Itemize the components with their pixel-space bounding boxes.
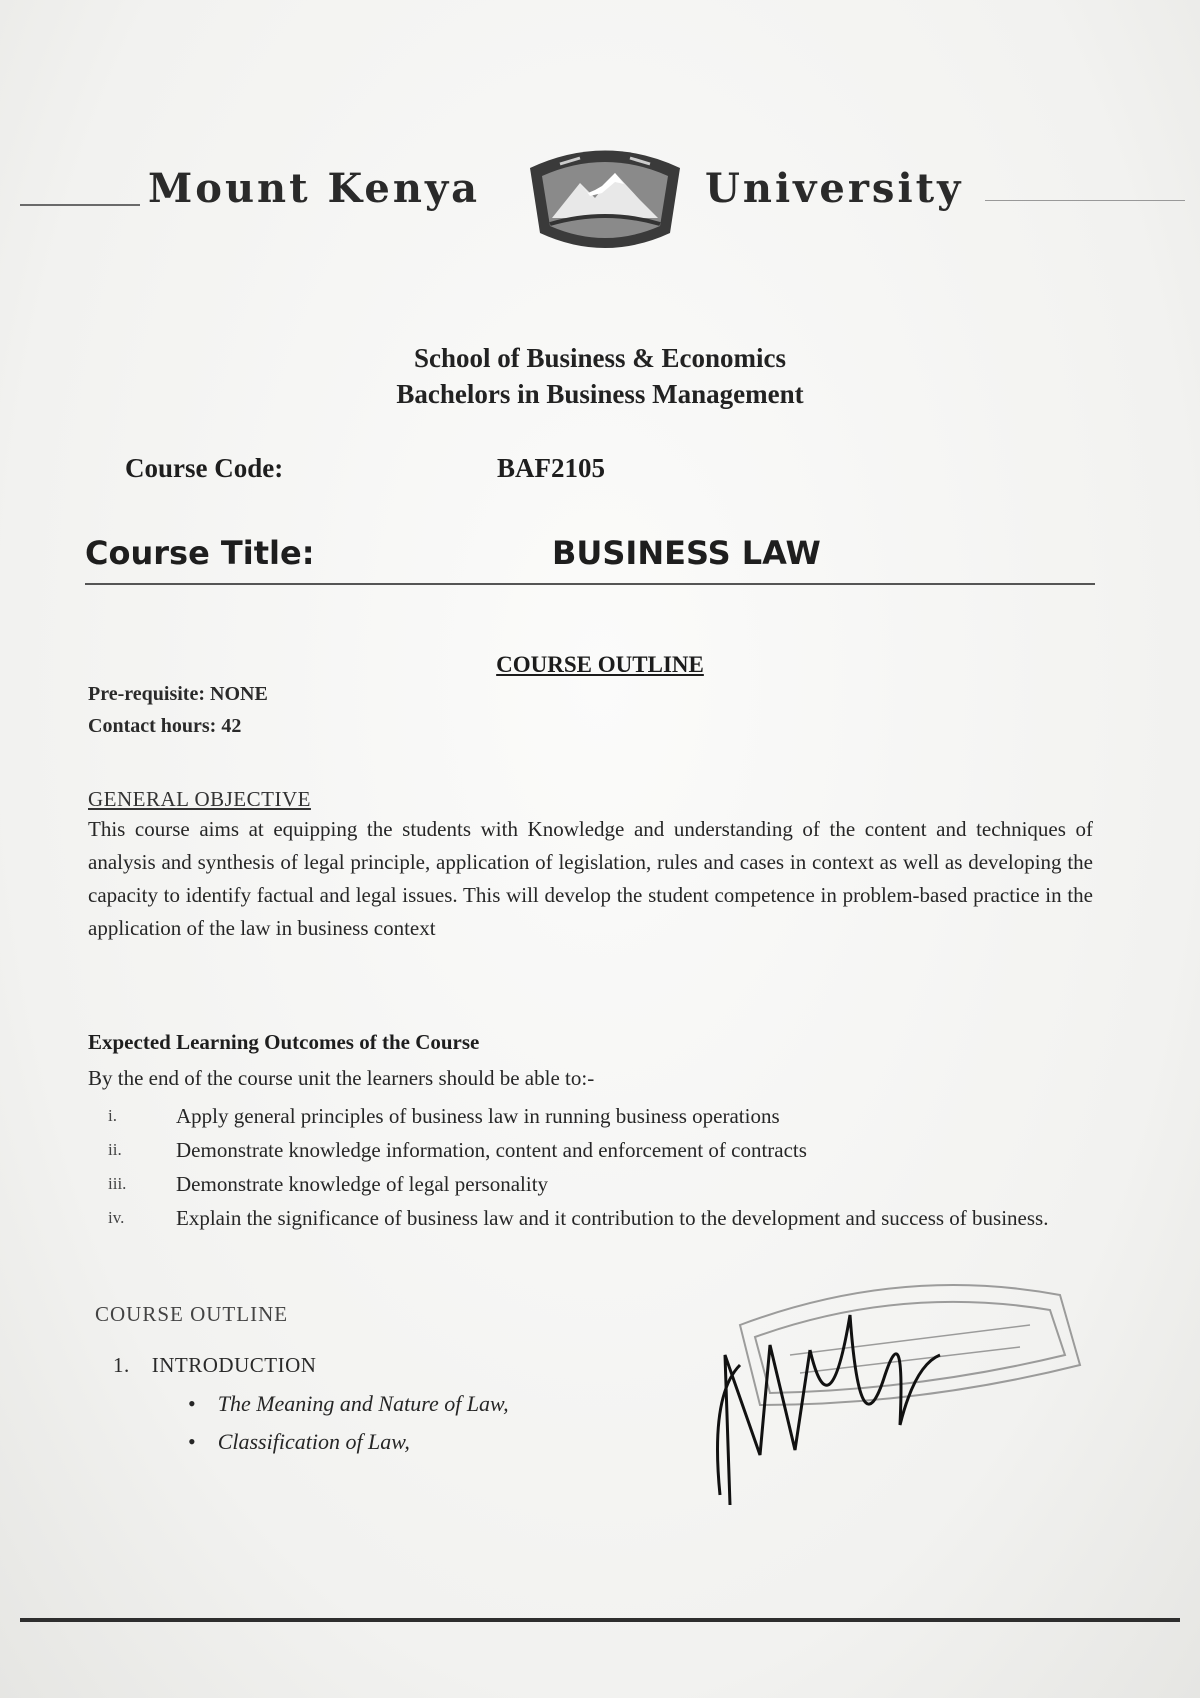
course-title-value: BUSINESS LAW xyxy=(552,534,821,572)
list-item-text: Explain the significance of business law and it contribution to the development and success of business. xyxy=(176,1206,1049,1230)
outcomes-heading: Expected Learning Outcomes of the Course xyxy=(88,1030,480,1054)
list-item-number: ii. xyxy=(108,1140,122,1159)
list-item-text: Demonstrate knowledge information, content and enforcement of contracts xyxy=(176,1138,807,1162)
course-outline-heading: COURSE OUTLINE xyxy=(496,652,704,677)
course-code-label: Course Code: xyxy=(125,453,284,483)
bullet-icon: • xyxy=(188,1391,196,1416)
header-rule-right xyxy=(985,200,1185,201)
university-crest-icon xyxy=(520,138,690,258)
list-item-text: Apply general principles of business law in running business operations xyxy=(176,1104,780,1128)
list-item xyxy=(108,1170,1068,1198)
outcomes-list xyxy=(108,1102,1068,1238)
school-name: School of Business & Economics xyxy=(413,343,787,373)
list-item-text: Demonstrate knowledge of legal personality xyxy=(176,1172,549,1196)
list-item-number: i. xyxy=(108,1106,117,1125)
list-item xyxy=(108,1204,1068,1232)
bullet-icon: • xyxy=(188,1429,196,1454)
topic-number: 1. xyxy=(113,1353,130,1377)
signature-stamp-icon xyxy=(700,1255,1100,1515)
subtopic-text: The Meaning and Nature of Law, xyxy=(217,1391,509,1416)
course-title-label: Course Title: xyxy=(85,534,315,572)
prerequisite: Pre-requisite: NONE xyxy=(88,683,268,705)
programme-name: Bachelors in Business Management xyxy=(396,379,804,409)
list-item xyxy=(108,1136,1068,1164)
general-objective-text: This course aims at equipping the students with Knowledge and understanding of the content and techniques of analysis and synthesis of legal principle, application of legislation, rules and cases in context as well as developing the capacity to identify factual and legal issues. This will develop the student competence in problem-based practice in the application of the law in business context xyxy=(88,817,1093,940)
list-item xyxy=(188,1385,509,1423)
list-item-number: iv. xyxy=(108,1208,125,1227)
school-block xyxy=(0,340,1200,412)
letterhead xyxy=(0,120,1200,260)
general-objective-heading: GENERAL OBJECTIVE xyxy=(88,787,311,811)
topic-introduction xyxy=(113,1353,316,1378)
outcomes-intro: By the end of the course unit the learners should be able to:- xyxy=(88,1066,595,1090)
page-bottom-rule xyxy=(20,1618,1180,1622)
university-name-left: Mount Kenya xyxy=(148,165,481,212)
header-rule-left xyxy=(20,204,140,206)
list-item-number: iii. xyxy=(108,1174,127,1193)
subtopic-list xyxy=(188,1385,509,1461)
course-outline-subheading: COURSE OUTLINE xyxy=(95,1302,289,1326)
contact-hours: Contact hours: 42 xyxy=(88,715,242,737)
subtopic-text: Classification of Law, xyxy=(217,1429,410,1454)
topic-title: INTRODUCTION xyxy=(151,1353,317,1377)
list-item xyxy=(108,1102,1068,1130)
list-item xyxy=(188,1423,509,1461)
course-code-value: BAF2105 xyxy=(497,453,605,483)
title-divider xyxy=(85,583,1095,585)
university-name-right: University xyxy=(705,165,964,212)
